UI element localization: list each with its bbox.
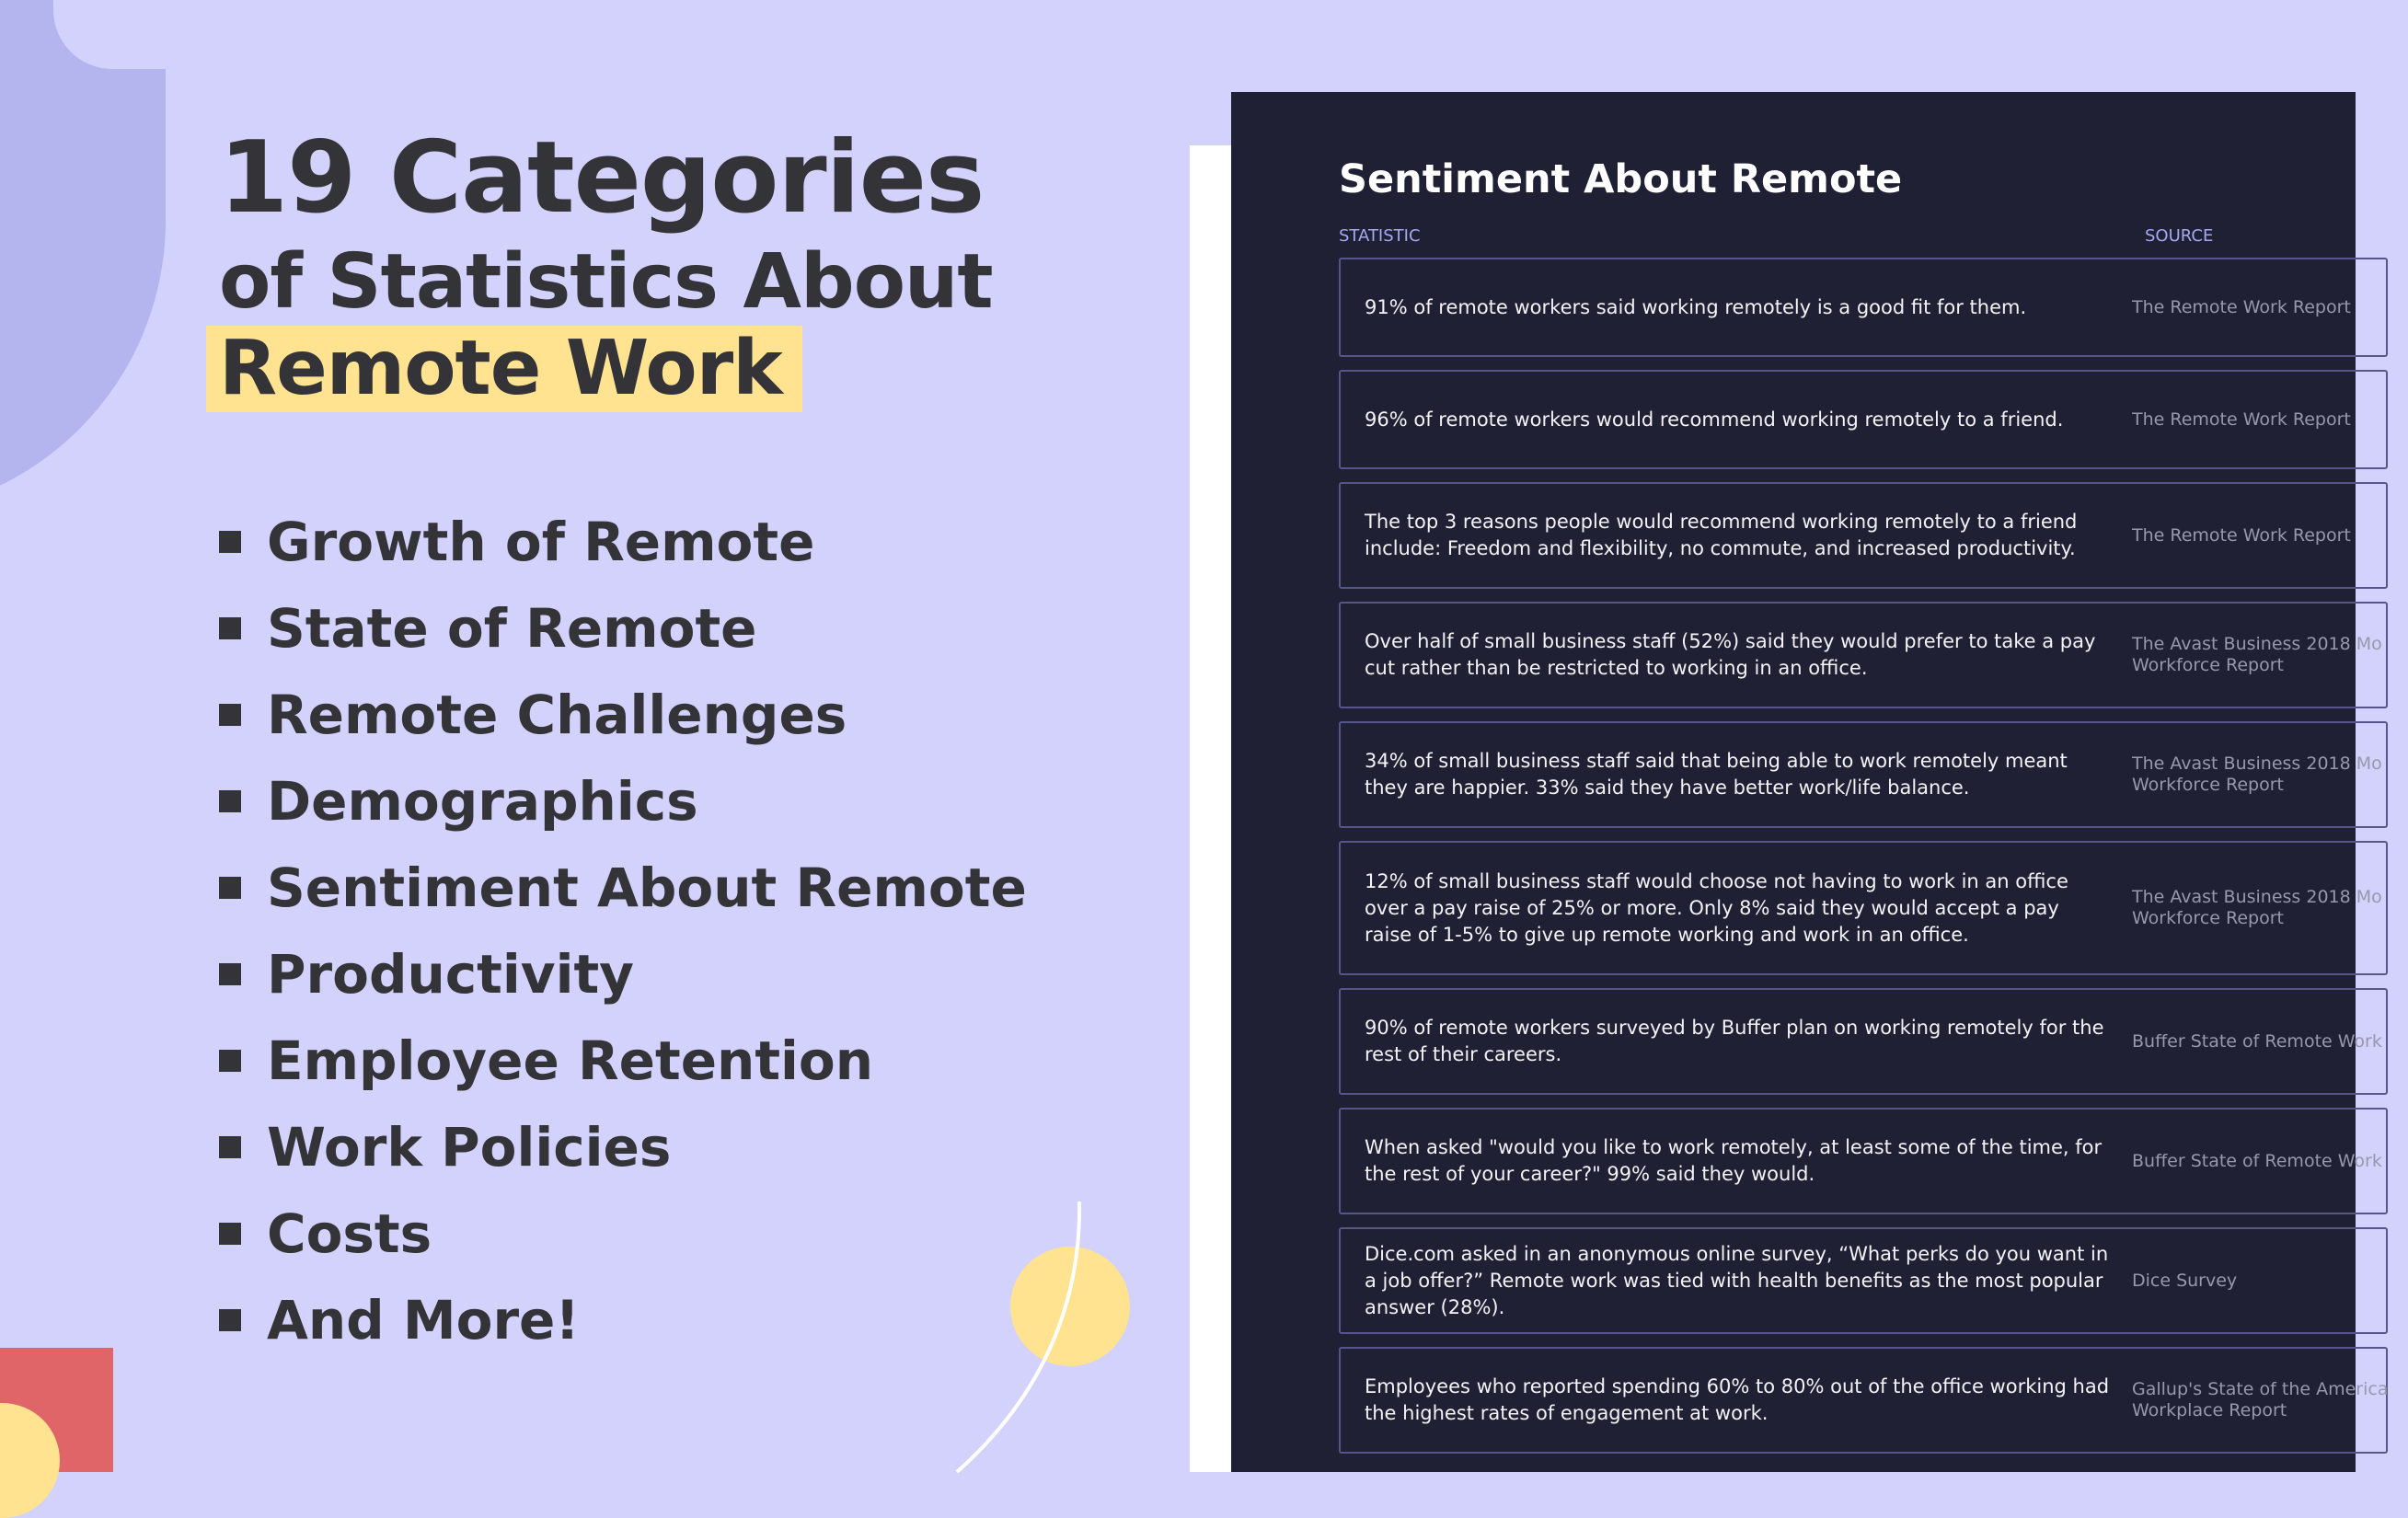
square-bullet-icon	[219, 704, 241, 726]
category-item	[219, 1277, 1027, 1363]
category-label: Work Policies	[267, 1116, 672, 1179]
column-header-source: SOURCE	[2145, 226, 2214, 246]
category-item	[219, 1190, 1027, 1277]
category-item	[219, 931, 1027, 1018]
row-statistic: The top 3 reasons people would recommend working remotely to a friend include: Freedom and flexibility, no commute, and increased productivity.	[1365, 511, 2078, 559]
square-bullet-icon	[219, 1050, 241, 1072]
row-source: The Remote Work Report	[2132, 524, 2351, 546]
table-row	[1339, 721, 2388, 828]
row-statistic: 96% of remote workers would recommend working remotely to a friend.	[1365, 408, 2064, 431]
category-label: And More!	[267, 1289, 580, 1351]
table-row	[1339, 841, 2388, 975]
category-label: State of Remote	[267, 597, 757, 660]
statistics-panel	[1231, 92, 2389, 1472]
table-row	[1339, 1108, 2388, 1214]
row-source: Buffer State of Remote Work	[2132, 1150, 2382, 1171]
category-label: Productivity	[267, 943, 634, 1006]
category-item	[219, 499, 1027, 585]
headline-highlight: Remote Work	[206, 326, 802, 412]
table-row	[1339, 1227, 2388, 1334]
square-bullet-icon	[219, 877, 241, 899]
square-bullet-icon	[219, 963, 241, 985]
category-label: Costs	[267, 1202, 432, 1265]
row-statistic: 91% of remote workers said working remotely is a good fit for them.	[1365, 295, 2027, 318]
column-header-statistic: STATISTIC	[1339, 226, 1421, 246]
row-source: Buffer State of Remote Work	[2132, 1030, 2382, 1052]
category-label: Growth of Remote	[267, 511, 815, 573]
decorative-white-strip	[1190, 145, 1236, 1472]
row-source: The Remote Work Report	[2132, 296, 2351, 317]
row-statistic: 90% of remote workers surveyed by Buffer plan on working remotely for the rest of their careers.	[1365, 1017, 2104, 1065]
row-statistic: 34% of small business staff said that being able to work remotely meant they are happier. 33% said they have better work/life balance.	[1365, 750, 2068, 799]
square-bullet-icon	[219, 617, 241, 639]
category-item	[219, 585, 1027, 672]
category-item	[219, 758, 1027, 845]
panel-title: Sentiment About Remote	[1339, 156, 1903, 202]
square-bullet-icon	[219, 1309, 241, 1331]
category-list	[219, 499, 1027, 1363]
row-statistic: 12% of small business staff would choose not having to work in an office over a pay raise of 25% or more. Only 8% said they would accept a pay raise of 1-5% to give up remote working and work in an office.	[1365, 869, 2068, 946]
square-bullet-icon	[219, 790, 241, 812]
square-bullet-icon	[219, 1136, 241, 1158]
headline	[219, 121, 993, 412]
table-row	[1339, 370, 2388, 469]
row-source: The Avast Business 2018 Mo Workforce Report	[2132, 887, 2382, 928]
category-item	[219, 845, 1027, 931]
table-row	[1339, 258, 2388, 357]
category-label: Demographics	[267, 770, 698, 833]
row-source: The Avast Business 2018 Mo Workforce Report	[2132, 753, 2382, 795]
category-label: Employee Retention	[267, 1029, 874, 1092]
row-statistic: When asked "would you like to work remotely, at least some of the time, for the rest of your career?" 99% said they would.	[1365, 1136, 2103, 1185]
table-row	[1339, 988, 2388, 1095]
table-row	[1339, 1347, 2388, 1454]
square-bullet-icon	[219, 1223, 241, 1245]
table-row	[1339, 602, 2388, 708]
row-source: Dice Survey	[2132, 1270, 2238, 1291]
row-source: The Remote Work Report	[2132, 408, 2351, 430]
category-label: Remote Challenges	[267, 684, 847, 746]
category-label: Sentiment About Remote	[267, 857, 1027, 919]
row-source: Gallup's State of the America Workplace Report	[2132, 1379, 2389, 1420]
row-statistic: Over half of small business staff (52%) said they would prefer to take a pay cut rather than be restricted to working in an office.	[1365, 630, 2096, 679]
row-source: The Avast Business 2018 Mo Workforce Report	[2132, 634, 2382, 675]
statistics-table	[1339, 258, 2388, 1466]
category-item	[219, 1018, 1027, 1104]
headline-line-1: 19 Categories	[219, 121, 985, 236]
row-statistic: Employees who reported spending 60% to 80% out of the office working had the highest rates of engagement at work.	[1365, 1375, 2110, 1424]
category-item	[219, 672, 1027, 758]
decorative-arc-shape	[0, 0, 166, 515]
row-statistic: Dice.com asked in an anonymous online survey, “What perks do you want in a job offer?” Remote work was tied with health benefits as the most popular answer (28%).	[1365, 1242, 2109, 1318]
headline-line-2: of Statistics About	[219, 237, 993, 326]
table-row	[1339, 482, 2388, 589]
square-bullet-icon	[219, 531, 241, 553]
category-item	[219, 1104, 1027, 1190]
